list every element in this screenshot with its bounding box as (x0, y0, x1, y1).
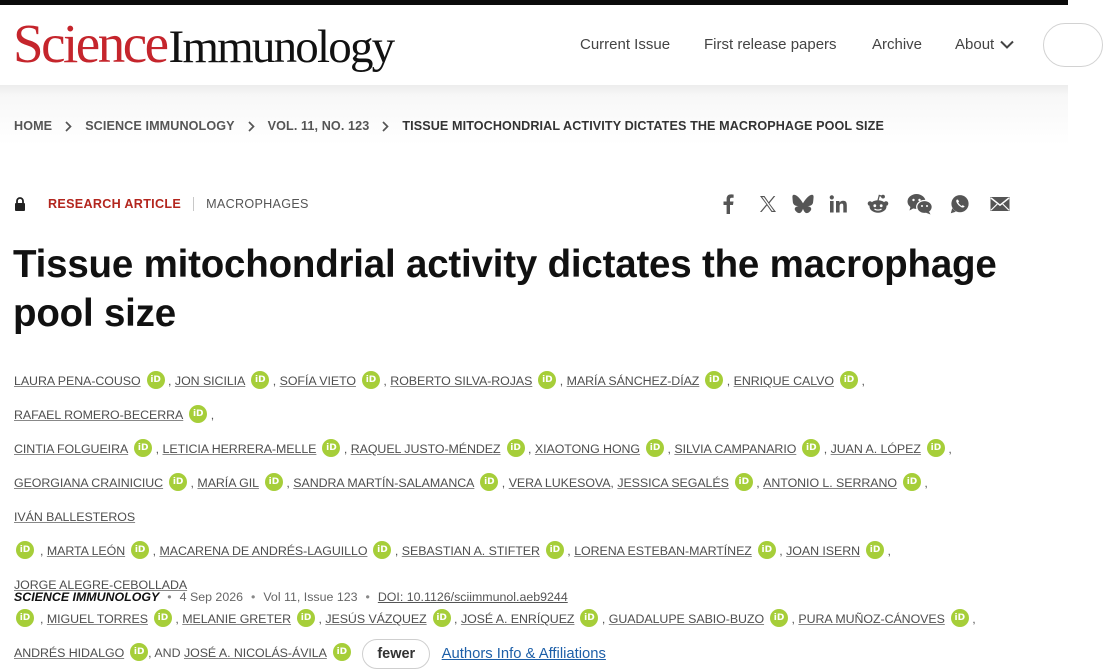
orcid-icon[interactable]: iD (705, 371, 723, 389)
author-name[interactable]: MARÍA GIL (197, 476, 259, 490)
orcid-icon[interactable]: iD (147, 371, 165, 389)
nav-about-label: About (955, 36, 995, 53)
orcid-icon[interactable]: iD (927, 439, 945, 457)
orcid-icon[interactable]: iD (16, 609, 34, 627)
orcid-icon[interactable]: iD (130, 643, 148, 661)
author-name[interactable]: MIGUEL TORRES (46, 612, 148, 626)
orcid-icon[interactable]: iD (580, 609, 598, 627)
logo-immunology: Immunology (168, 21, 394, 73)
author-name[interactable]: JOAN ISERN (786, 544, 861, 558)
chevron-down-icon (1000, 35, 1014, 55)
author-name[interactable]: MELANIE GRETER (182, 612, 292, 626)
orcid-icon[interactable]: iD (297, 609, 315, 627)
author-name[interactable]: CINTIA FOLGUEIRA (14, 442, 129, 456)
orcid-icon[interactable]: iD (770, 609, 788, 627)
orcid-icon[interactable]: iD (646, 439, 664, 457)
orcid-icon[interactable]: iD (362, 371, 380, 389)
orcid-icon[interactable]: iD (134, 439, 152, 457)
volume-issue[interactable]: Vol 11, Issue 123 (263, 590, 358, 604)
publication-date: 4 Sep 2026 (179, 590, 243, 604)
orcid-icon[interactable]: iD (951, 609, 969, 627)
publication-info (14, 590, 568, 604)
nav-current-issue[interactable]: Current Issue (580, 36, 671, 53)
author-name[interactable]: XIAOTONG HONG (534, 442, 641, 456)
orcid-icon[interactable]: iD (333, 643, 351, 661)
author-name[interactable]: MARÍA SÁNCHEZ-DÍAZ (566, 374, 700, 388)
author-name[interactable]: LAURA PENA-COUSO (14, 374, 141, 388)
orcid-icon[interactable]: iD (735, 473, 753, 491)
author-name[interactable]: ANDRÉS HIDALGO (14, 646, 125, 660)
orcid-icon[interactable]: iD (169, 473, 187, 491)
lock-icon (14, 197, 26, 211)
orcid-icon[interactable]: iD (322, 439, 340, 457)
and-text: , AND (148, 646, 181, 660)
author-name[interactable]: MARTA LEÓN (46, 544, 126, 558)
orcid-icon[interactable]: iD (802, 439, 820, 457)
breadcrumb-home[interactable]: HOME (14, 119, 53, 133)
bluesky-icon[interactable] (789, 192, 817, 216)
author-name[interactable]: ANTONIO L. SERRANO (763, 476, 897, 490)
breadcrumb-current: TISSUE MITOCHONDRIAL ACTIVITY DICTATES THE MACROPHAGE POOL SIZE (402, 119, 884, 133)
author-name[interactable]: SILVIA CAMPANARIO (674, 442, 797, 456)
journal-name[interactable]: SCIENCE IMMUNOLOGY (14, 590, 160, 604)
chevron-right-icon (248, 121, 255, 132)
author-name[interactable]: PURA MUÑOZ-CÁNOVES (798, 612, 945, 626)
author-name[interactable]: JOSÉ A. NICOLÁS-ÁVILA (183, 646, 327, 660)
chevron-right-icon (65, 121, 72, 132)
orcid-icon[interactable]: iD (251, 371, 269, 389)
chevron-right-icon (382, 121, 389, 132)
author-name[interactable]: GUADALUPE SABIO-BUZO (608, 612, 765, 626)
logo-science: Science (13, 13, 167, 74)
fewer-authors-button[interactable]: fewer (362, 639, 430, 669)
email-icon[interactable] (986, 192, 1014, 216)
author-name[interactable]: LORENA ESTEBAN-MARTÍNEZ (574, 544, 752, 558)
orcid-icon[interactable]: iD (154, 609, 172, 627)
author-name[interactable]: ENRIQUE CALVO (733, 374, 834, 388)
separator-dot: • (365, 590, 370, 604)
separator-dot: • (167, 590, 172, 604)
author-name[interactable]: MACARENA DE ANDRÉS-LAGUILLO (159, 544, 368, 558)
author-name[interactable]: SOFÍA VIETO (279, 374, 356, 388)
author-name[interactable]: RAQUEL JUSTO-MÉNDEZ (350, 442, 501, 456)
nav-archive[interactable]: Archive (872, 36, 923, 53)
authors-info-affiliations-link[interactable]: Authors Info & Affiliations (441, 645, 606, 662)
orcid-icon[interactable]: iD (373, 541, 391, 559)
orcid-icon[interactable]: iD (903, 473, 921, 491)
doi-link[interactable]: DOI: 10.1126/sciimmunol.aeb9244 (377, 590, 568, 604)
author-name[interactable]: JUAN A. LÓPEZ (830, 442, 921, 456)
orcid-icon[interactable]: iD (758, 541, 776, 559)
author-name[interactable]: JORGE ALEGRE-CEBOLLADA (14, 578, 188, 592)
author-name[interactable]: IVÁN BALLESTEROS (14, 510, 136, 524)
author-name[interactable]: SANDRA MARTÍN-SALAMANCA (293, 476, 475, 490)
reddit-icon[interactable] (864, 192, 892, 216)
author-name[interactable]: SEBASTIAN A. STIFTER (401, 544, 540, 558)
author-name[interactable]: GEORGIANA CRAINICIUC (14, 476, 164, 490)
author-name[interactable]: LETICIA HERRERA-MELLE (162, 442, 317, 456)
site-header (0, 5, 1068, 85)
main-nav (0, 35, 1068, 55)
orcid-icon[interactable]: iD (131, 541, 149, 559)
article-type[interactable]: RESEARCH ARTICLE (48, 197, 182, 211)
author-name[interactable]: VERA LUKESOVA (508, 476, 611, 490)
separator-dot: • (251, 590, 256, 604)
article-meta-row (14, 194, 309, 214)
x-icon[interactable] (754, 192, 782, 216)
orcid-icon[interactable]: iD (265, 473, 283, 491)
facebook-icon[interactable] (714, 192, 742, 216)
author-name[interactable]: JOSÉ A. ENRÍQUEZ (460, 612, 575, 626)
divider (193, 197, 194, 211)
nav-first-release-papers[interactable]: First release papers (704, 36, 837, 53)
breadcrumb (14, 117, 884, 135)
author-name[interactable]: ROBERTO SILVA-ROJAS (390, 374, 533, 388)
author-name[interactable]: JESSICA SEGALÉS (617, 476, 729, 490)
orcid-icon[interactable]: iD (507, 439, 525, 457)
search-button[interactable] (1043, 23, 1103, 67)
orcid-icon[interactable]: iD (866, 541, 884, 559)
wechat-icon[interactable] (906, 192, 934, 216)
author-name[interactable]: RAFAEL ROMERO-BECERRA (14, 408, 184, 422)
orcid-icon[interactable]: iD (480, 473, 498, 491)
article-title: Tissue mitochondrial activity dictates the macrophage pool size (13, 243, 997, 335)
whatsapp-icon[interactable] (946, 192, 974, 216)
orcid-icon[interactable]: iD (546, 541, 564, 559)
orcid-icon[interactable]: iD (840, 371, 858, 389)
author-name[interactable]: JON SICILIA (174, 374, 246, 388)
breadcrumb-journal[interactable]: SCIENCE IMMUNOLOGY (85, 119, 235, 133)
author-name[interactable]: JESÚS VÁZQUEZ (325, 612, 427, 626)
orcid-icon[interactable]: iD (189, 405, 207, 423)
breadcrumb-issue[interactable]: VOL. 11, NO. 123 (267, 119, 370, 133)
article-subject[interactable]: MACROPHAGES (206, 197, 309, 211)
orcid-icon[interactable]: iD (16, 541, 34, 559)
orcid-icon[interactable]: iD (538, 371, 556, 389)
linkedin-icon[interactable] (824, 192, 852, 216)
nav-about[interactable] (955, 35, 1014, 55)
author-list: LAURA PENA-COUSO iD , JON SICILIA iD , SOFÍA VIETO iD , ROBERTO SILVA-ROJAS iD , MARÍA SÁNCHEZ-DÍAZ iD , ENRIQUE CALVO iD , RAFAEL ROMERO-BECERRA iD , CINTIA FOLGUEIRA iD , LETICIA HERRERA-MELLE iD , RAQUEL JUSTO-MÉNDEZ iD , XIAOTONG HONG iD , SILVIA CAMPANARIO iD , JUAN A. LÓPEZ iD , GEORGIANA CRAINICIUC iD , MARÍA GIL iD , SANDRA MARTÍN-SALAMANCA iD , VERA LUKESOVA, JESSICA SEGALÉS iD , ANTONIO L. SERRANO iD , IVÁN BALLESTEROS iD , MARTA LEÓN iD , MACARENA DE ANDRÉS-LAGUILLO iD , SEBASTIAN A. STIFTER iD , LORENA ESTEBAN-MARTÍNEZ iD , JOAN ISERN iD , JORGE ALEGRE-CEBOLLADA iD , MIGUEL TORRES iD , MELANIE GRETER iD , JESÚS VÁZQUEZ iD , JOSÉ A. ENRÍQUEZ iD , GUADALUPE SABIO-BUZO iD , PURA MUÑOZ-CÁNOVES iD , ANDRÉS HIDALGO iD , AND JOSÉ A. NICOLÁS-ÁVILA iD fewer Authors Info & Affiliations (14, 364, 1024, 671)
orcid-icon[interactable]: iD (433, 609, 451, 627)
